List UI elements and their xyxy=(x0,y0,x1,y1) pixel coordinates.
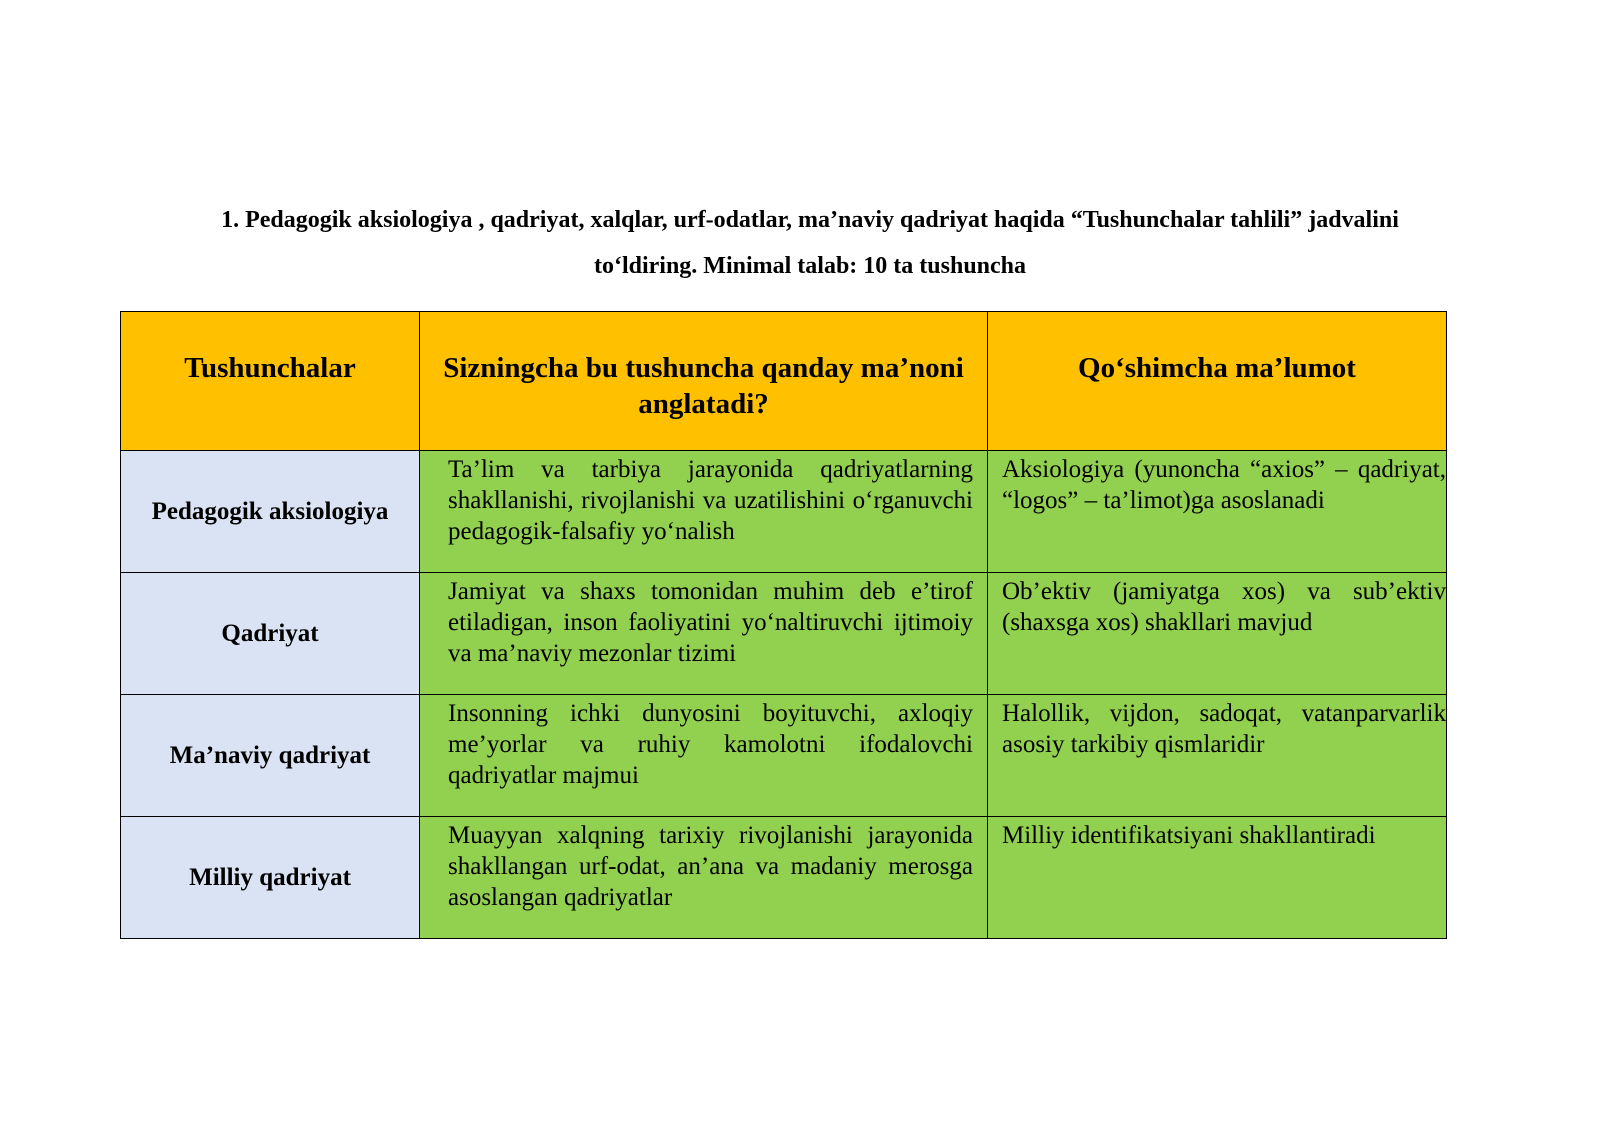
meaning-text: Muayyan xalqning tarixiy rivojlanishi jarayonida shakllangan urf-odat, an’ana va madaniy merosga asoslangan qadriyatlar xyxy=(448,822,973,911)
term-cell: Pedagogik aksiologiya xyxy=(121,451,420,573)
additional-info-cell xyxy=(988,695,1447,817)
header-meaning-label: Sizningcha bu tushuncha qanday ma’noni anglatadi? xyxy=(443,352,964,420)
additional-info-text: Halollik, vijdon, sadoqat, vatanparvarlik asosiy tarkibiy qismlaridir xyxy=(1002,700,1446,758)
additional-info-cell xyxy=(988,573,1447,695)
additional-info-text: Milliy identifikatsiyani shakllantiradi xyxy=(1002,822,1376,849)
concepts-analysis-table xyxy=(120,311,1447,939)
table-row xyxy=(121,817,1447,939)
meaning-text: Insonning ichki dunyosini boyituvchi, axloqiy me’yorlar va ruhiy kamolotni ifodalovchi qadriyatlar majmui xyxy=(448,700,973,789)
task-heading-line-1: 1. Pedagogik aksiologiya , qadriyat, xalqlar, urf-odatlar, ma’naviy qadriyat haqida “Tushunchalar tahlili” jadvalini xyxy=(221,207,1399,233)
table-header-row xyxy=(121,312,1447,451)
term-cell: Milliy qadriyat xyxy=(121,817,420,939)
meaning-cell xyxy=(420,817,988,939)
meaning-text: Ta’lim va tarbiya jarayonida qadriyatlarning shakllanishi, rivojlanishi va uzatilishini o‘rganuvchi pedagogik-falsafiy yo‘nalish xyxy=(448,456,973,545)
term-cell: Qadriyat xyxy=(121,573,420,695)
meaning-cell xyxy=(420,573,988,695)
meaning-cell xyxy=(420,695,988,817)
task-heading xyxy=(140,197,1480,289)
additional-info-text: Aksiologiya (yunoncha “axios” – qadriyat, “logos” – ta’limot)ga asoslanadi xyxy=(1002,456,1446,514)
table-row xyxy=(121,695,1447,817)
header-additional-info xyxy=(988,312,1447,451)
term-cell: Ma’naviy qadriyat xyxy=(121,695,420,817)
header-additional-info-label: Qo‘shimcha ma’lumot xyxy=(1078,352,1356,384)
task-heading-line-2: to‘ldiring. Minimal talab: 10 ta tushuncha xyxy=(593,253,1027,279)
header-concepts xyxy=(121,312,420,451)
header-concepts-label: Tushunchalar xyxy=(184,352,356,384)
header-meaning xyxy=(420,312,988,451)
additional-info-cell xyxy=(988,451,1447,573)
additional-info-cell xyxy=(988,817,1447,939)
meaning-cell xyxy=(420,451,988,573)
additional-info-text: Ob’ektiv (jamiyatga xos) va sub’ektiv (shaxsga xos) shakllari mavjud xyxy=(1002,578,1446,636)
table-row xyxy=(121,451,1447,573)
meaning-text: Jamiyat va shaxs tomonidan muhim deb e’tirof etiladigan, inson faoliyatini yo‘naltiruvchi ijtimoiy va ma’naviy mezonlar tizimi xyxy=(448,578,973,667)
table-row xyxy=(121,573,1447,695)
